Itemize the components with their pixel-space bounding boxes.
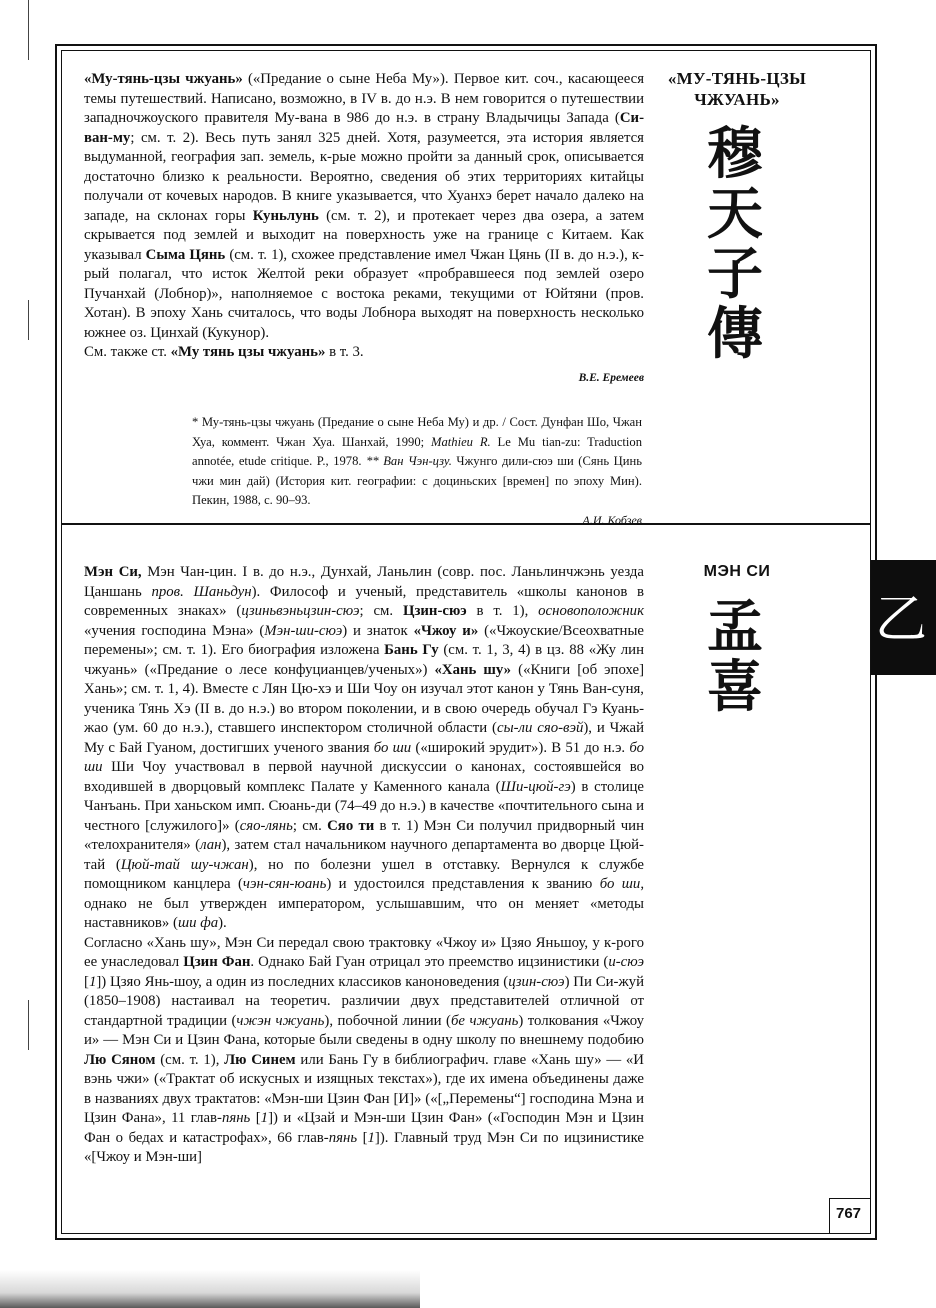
article-meng-xi xyxy=(84,563,644,1168)
hanzi-char: 天 xyxy=(707,182,763,247)
thumb-index-glyph: 乙 xyxy=(874,590,927,650)
scan-margin-line xyxy=(28,1000,29,1050)
article1-hanzi-title xyxy=(700,122,770,367)
article1-paragraph-1: «Му-тянь-цзы чжуань» («Предание о сыне Неба Му»). Первое кит. соч., касающееся темы путешествий. Написано, возможно, в IV в. до н.э. В нем говорится о путешествии западночжоуского правителя Му-вана в 986 до н.э. в страну Владычицы Запада (Си-ван-му; см. т. 2). Весь путь занял 325 дней. Хотя, разумеется, эта история является выдуманной, география зап. земель, к-рые можно пройти за данный срок, описывается достаточно близко к реальности. Вероятно, сведения об этих территориях китайцы получали от кочевых народов. В книге указывается, что Хуанхэ берет начало далеко на западе, на склонах горы Куньлунь (см. т. 2), и протекает через два озера, а затем скрывается под землей и выходит на поверхность уже на границе с Китаем. Как указывал Сыма Цянь (см. т. 1), схожее представление имел Чжан Цянь (II в. до н.э.), к-рый полагал, что исток Желтой реки образует «пробравшееся под землей озеро Пучанхай (Лобнор)», наполняемое с востока реками, текущими от Юйтяни (пров. Хотан). В эпоху Хань считалось, что воды Лобнора выходят на поверхность несколько южнее оз. Цинхай (Кукунор). xyxy=(84,71,644,341)
article-mu-tian-zi-zhuan xyxy=(84,70,644,388)
article1-see-also: См. также ст. «Му тянь цзы чжуань» в т. 3. xyxy=(84,344,364,360)
scan-margin-line xyxy=(28,0,29,60)
side-title: «МУ-ТЯНЬ-ЦЗЫ ЧЖУАНЬ» xyxy=(667,69,807,109)
side-title: МЭН СИ xyxy=(703,563,771,580)
bibliography-author: А.И. Кобзев xyxy=(582,512,642,527)
headword: «Му-тянь-цзы чжуань» xyxy=(84,71,243,87)
article1-side-heading xyxy=(652,68,822,110)
page-number: 767 xyxy=(836,1205,862,1222)
article2-paragraph-2: Согласно «Хань шу», Мэн Си передал свою трактовку «Чжоу и» Цзяо Яньшоу, у к-рого ее унаследовал Цзин Фан. Однако Бай Гуан отрицал это преемство ицзинистики (и-сюэ [1]) Цзяо Янь-шоу, а один из последних классиков каноноведения (цзин-сюэ) Пи Си-жуй (1850–1908) настаивал на теоретич. различии двух представителей отличной от стандартной традиции (чжэн чжуань), побочной линии (бе чжуань) толкования «Чжоу и» — Мэн Си и Цзин Фана, которые были сведены в одну школу по внешнему подобию Лю Сяном (см. т. 1), Лю Синем или Бань Гу в библиографич. главе «Хань шу» — «И вэнь чжи» («Трактат об искусных и изящных текстах»), где их имена объединены даже в названиях двух трактатов: «Мэн-ши Цзин Фан [И]» («[„Перемены“] господина Мэна и Цзин Фана», 11 глав-пянь [1]) и «Цзай и Мэн-ши Цзин Фан» («Господин Мэн и Цзин Фан о бедах и катастрофах», 66 глав-пянь [1]). Главный труд Мэн Си по ицзинистике «[Чжоу и Мэн-ши] xyxy=(84,934,644,1165)
headword: Мэн Си, xyxy=(84,564,142,580)
article1-bibliography: * Му-тянь-цзы чжуань (Предание о сыне Неба Му) и др. / Сост. Дунфан Шо, Чжан Хуа, коммент. Чжан Хуа. Шанхай, 1990; Mathieu R. Le Mu tian-zu: Traduction annotée, etude critique. P., 1978. ** Ван Чэн-цзу. Чжунго дили-сюэ ши (Сянь Цинь чжи мин дай) (История кит. географии: с доциньских [времен] по эпоху Мин). Пекин, 1988, с. 90–93. А.И. Кобзев xyxy=(192,413,642,530)
hanzi-char: 喜 xyxy=(707,655,763,720)
scan-edge-shadow xyxy=(0,1270,420,1308)
article1-author: В.Е. Еремеев xyxy=(578,371,644,384)
article2-hanzi-title xyxy=(700,595,770,720)
hanzi-char: 穆 xyxy=(707,122,763,187)
article2-paragraph-1: Мэн Си, Мэн Чан-цин. I в. до н.э., Дунхай, Ланьлин (совр. пос. Ланьлинчжэнь уезда Цаншань пров. Шаньдун). Философ и ученый, представитель «школы канонов в современных знаках» (цзиньвэньцзин-сюэ; см. Цзин-сюэ в т. 1), основоположник «учения господина Мэна» (Мэн-ши-сюэ) и знаток «Чжоу и» («Чжоуские/Всеохватные перемены»; см. т. 1). Его биография изложена Бань Гу (см. т. 1, 3, 4) в цз. 88 «Жу лин чжуань» («Предание о лесе конфуцианцев/ученых») «Хань шу» («Книги [об эпохе] Хань»; см. т. 1, 4). Вместе с Лян Цю-хэ и Ши Чоу он изучал этот канон у Тянь Ван-суня, ученика Тянь Хэ (II в. до н.э.) во втором поколении, и в свою очередь обучал Гэ Куань-жао (ум. 60 до н.э.), ставшего инспектором столичной области (сы-ли сяо-вэй), и Чжай Му с Бай Гуаном, достигших ученого звания бо ши («широкий эрудит»). В 51 до н.э. бо ши Ши Чоу участвовал в первой научной дискуссии о канонах, состоявшейся во входившей в дворцовый комплекс Палате у Каменного канала (Ши-цюй-гэ) в столице Чанъань. При ханьском имп. Сюань-ди (74–49 до н.э.) в качестве «почтительного сына и честного [служилого]» (сяо-лянь; см. Сяо ти в т. 1) Мэн Си получил придворный чин «телохранителя» (лан), затем стал начальником научного департамента во дворце Цюй-тай (Цюй-тай шу-чжан), но по болезни ушел в отставку. Вернулся к службе помощником канцлера (чэн-сян-юань) и удостоился представления к званию бо ши, однако не был утвержден императором, услышавшим, что он меняет «методы наставников» (ши фа). xyxy=(84,564,645,931)
hanzi-char: 傳 xyxy=(707,302,763,367)
hanzi-char: 子 xyxy=(707,242,763,307)
scan-margin-line xyxy=(28,300,29,340)
hanzi-char: 孟 xyxy=(707,595,763,660)
article2-side-heading xyxy=(652,563,822,581)
